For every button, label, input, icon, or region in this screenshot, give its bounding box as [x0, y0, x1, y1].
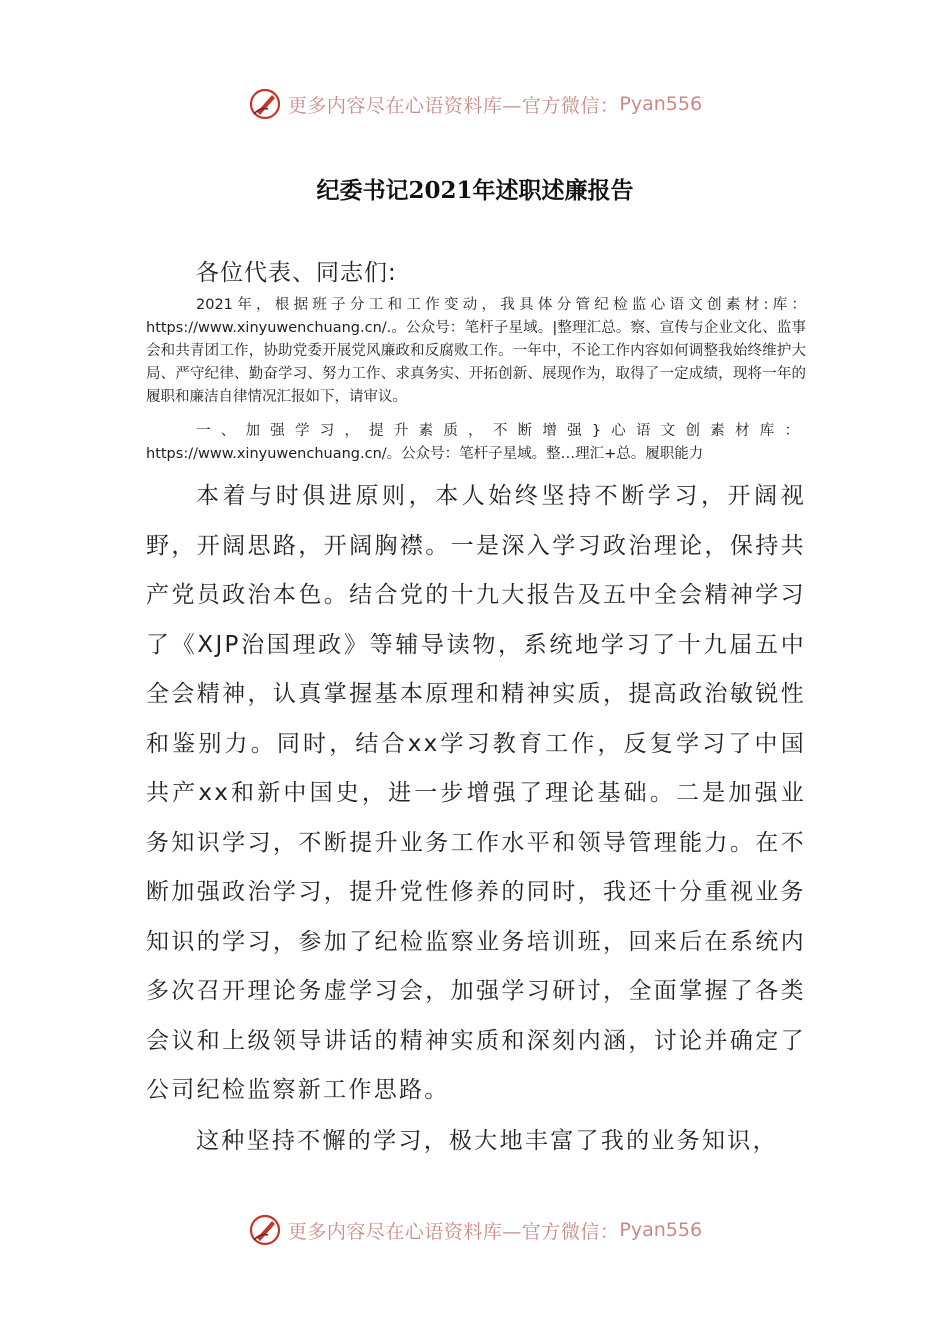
banner-wechat-id: Pyan556	[619, 93, 703, 115]
pen-logo-icon	[248, 1213, 282, 1247]
heading-one-rest: https://www.xinyuwenchuang.cn/。公众号：笔杆子星域。整…理汇+总。履职能力	[146, 446, 704, 462]
paragraph-continuation: 这种坚持不懈的学习，极大地丰富了我的业务知识，	[196, 1128, 778, 1154]
greeting: 各位代表、同志们:	[196, 260, 397, 286]
document-title: 纪委书记2021年述职述廉报告	[316, 177, 634, 204]
heading-one-text: 一、加强学习，提升素质，不断增强}心语文创素材库：	[196, 423, 806, 439]
paragraph-study: 本着与时俱进原则，本人始终坚持不断学习，开阔视野，开阔思路，开阔胸襟。一是深入学习政治理论，保持共产党员政治本色。结合党的十九大报告及五中全会精神学习了《XJP治国理政》等辅导读物，系统地学习了十九届五中全会精神，认真掌握基本原理和精神实质，提高政治敏锐性和鉴别力。同时，结合xx学习教育工作，反复学习了中国共产xx和新中国史，进一步增强了理论基础。二是加强业务知识学习，不断提升业务工作水平和领导管理能力。在不断加强政治学习，提升党性修养的同时，我还十分重视业务知识的学习，参加了纪检监察业务培训班，回来后在系统内多次召开理论务虚学习会，加强学习研讨，全面掌握了各类会议和上级领导讲话的精神实质和深刻内涵，讨论并确定了公司纪检监察新工作思路。	[146, 483, 806, 1103]
header-banner	[0, 84, 950, 124]
footer-banner	[0, 1210, 950, 1250]
paragraph-heading-one	[146, 420, 806, 466]
paragraph-intro: 2021年，根据班子分工和工作变动，我具体分管纪检监心语文创素材:库：https://www.xinyuwenchuang.cn/.。公众号：笔杆子星域。|整理汇总。察、宣传与企业文化、监事会和共青团工作，协助党委开展党风廉政和反腐败工作。一年中，不论工作内容如何调整我始终维护大局、严守纪律、勤奋学习、努力工作、求真务实、开拓创新、展现作为，取得了一定成绩，现将一年的履职和廉洁自律情况汇报如下，请审议。	[146, 297, 806, 405]
banner-text: 更多内容尽在心语资料库—官方微信：	[287, 94, 620, 117]
banner-wechat-id: Pyan556	[619, 1219, 703, 1241]
pen-logo-icon	[248, 87, 282, 121]
banner-text: 更多内容尽在心语资料库—官方微信：	[287, 1220, 620, 1243]
